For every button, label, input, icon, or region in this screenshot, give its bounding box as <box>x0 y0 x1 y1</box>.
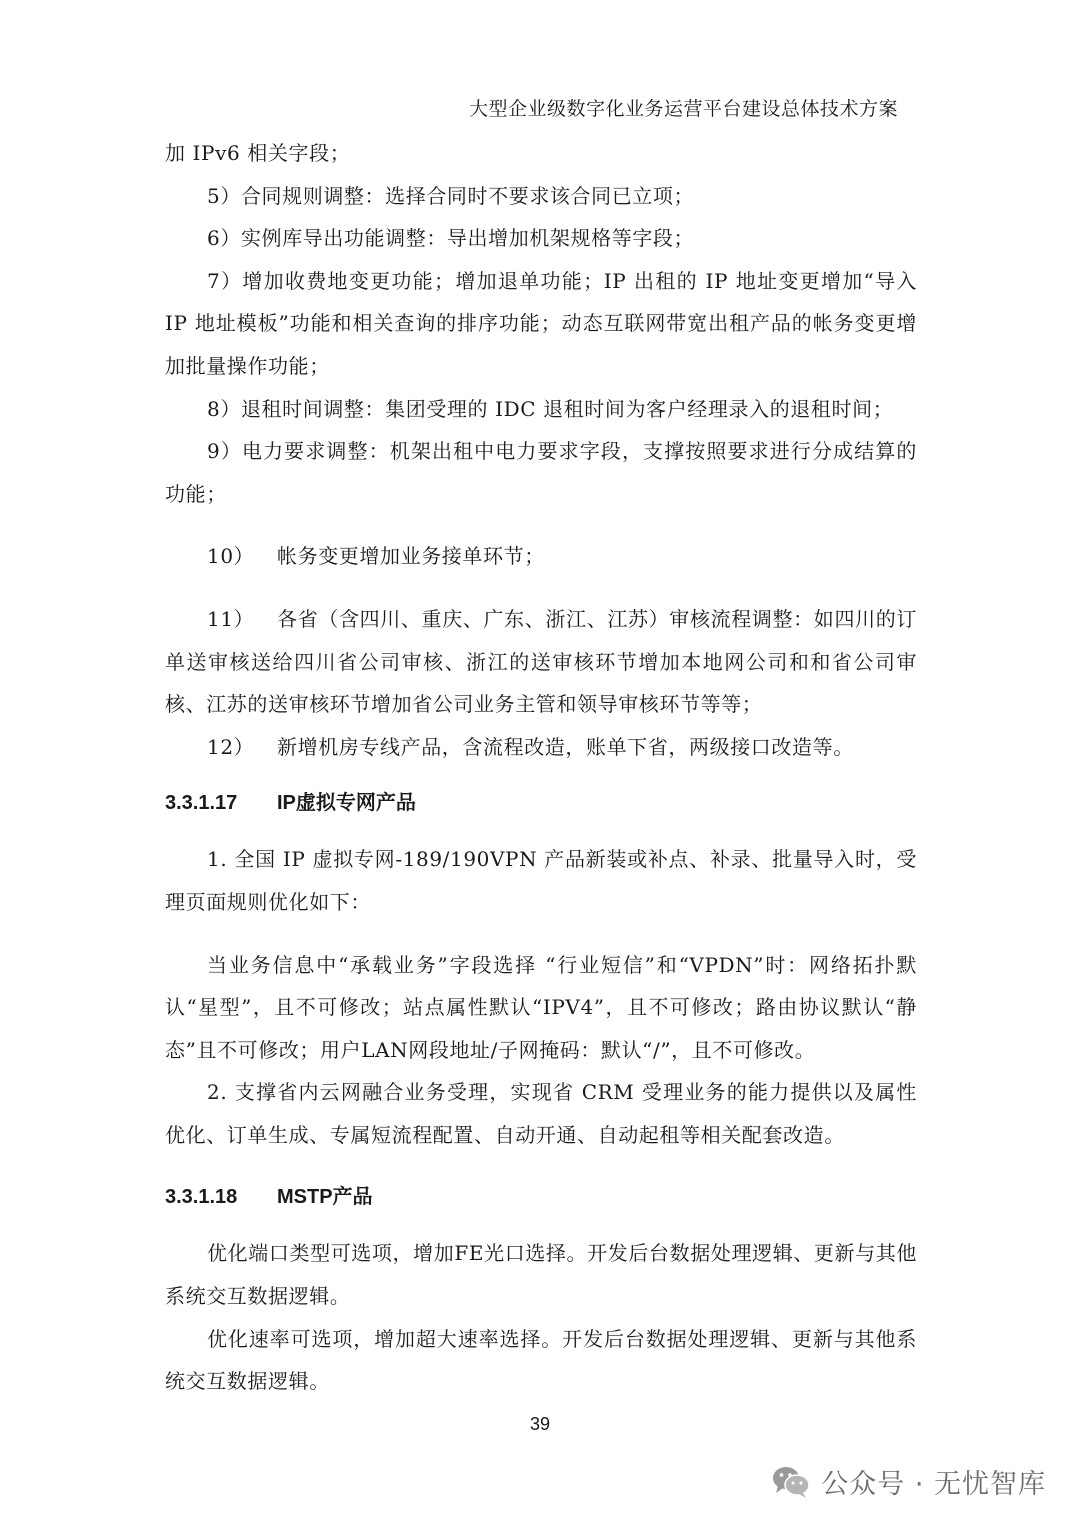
watermark <box>771 1462 1046 1501</box>
list-item: 10） 帐务变更增加业务接单环节； <box>207 544 545 569</box>
paragraph: 1. 全国 IP 虚拟专网-189/190VPN 产品新装或补点、补录、批量导入时，受理页面规则优化如下： <box>165 847 917 914</box>
paragraph: 2. 支撑省内云网融合业务受理，实现省 CRM 受理业务的能力提供以及属性优化、订单生成、专属短流程配置、自动开通、自动起租等相关配套改造。 <box>165 1080 917 1147</box>
section-heading-mstp <box>165 1176 917 1218</box>
list-item: 8）退租时间调整：集团受理的 IDC 退租时间为客户经理录入的退租时间； <box>207 396 894 421</box>
section-number: 3.3.1.18 <box>165 1186 238 1209</box>
wechat-icon <box>771 1465 811 1499</box>
document-body <box>165 132 917 1403</box>
page-header-title: 大型企业级数字化业务运营平台建设总体技术方案 <box>468 98 898 120</box>
list-item: 6）实例库导出功能调整：导出增加机架规格等字段； <box>207 226 695 251</box>
intro-paragraph: 加 IPv6 相关字段； <box>165 141 351 165</box>
list-item: 12） 新增机房专线产品，含流程改造，账单下省，两级接口改造等。 <box>207 734 854 759</box>
list-item: 7）增加收费地变更功能；增加退单功能；IP 出租的 IP 地址变更增加“导入 IP 地址模板”功能和相关查询的排序功能；动态互联网带宽出租产品的帐务变更增加批量操作功能； <box>165 268 917 378</box>
list-item: 9）电力要求调整：机架出租中电力要求字段，支撑按照要求进行分成结算的功能； <box>165 439 917 506</box>
page-number: 39 <box>529 1414 551 1434</box>
section-title: IP虚拟专网产品 <box>277 792 416 815</box>
paragraph: 优化速率可选项，增加超大速率选择。开发后台数据处理逻辑、更新与其他系统交互数据逻辑。 <box>165 1326 917 1394</box>
watermark-text: 公众号 · 无忧智库 <box>821 1469 1046 1500</box>
section-title: MSTP产品 <box>277 1186 373 1209</box>
section-number: 3.3.1.17 <box>165 792 238 815</box>
list-item: 5）合同规则调整：选择合同时不要求该合同已立项； <box>207 183 695 208</box>
section-heading-ip-vpn <box>165 782 917 824</box>
list-item: 11） 各省（含四川、重庆、广东、浙江、江苏）审核流程调整：如四川的订单送审核送给四川省公司审核、浙江的送审核环节增加本地网公司和和省公司审核、江苏的送审核环节增加省公司业务主管和领导审核环节等等； <box>165 606 917 717</box>
paragraph: 当业务信息中“承载业务”字段选择 “行业短信”和“VPDN”时：网络拓扑默认“星型”，且不可修改；站点属性默认“IPV4”，且不可修改；路由协议默认“静态”且不可修改；用户LAN网段地址/子网掩码：默认“/”，且不可修改。 <box>165 952 917 1062</box>
paragraph: 优化端口类型可选项，增加FE光口选择。开发后台数据处理逻辑、更新与其他系统交互数据逻辑。 <box>165 1241 917 1309</box>
